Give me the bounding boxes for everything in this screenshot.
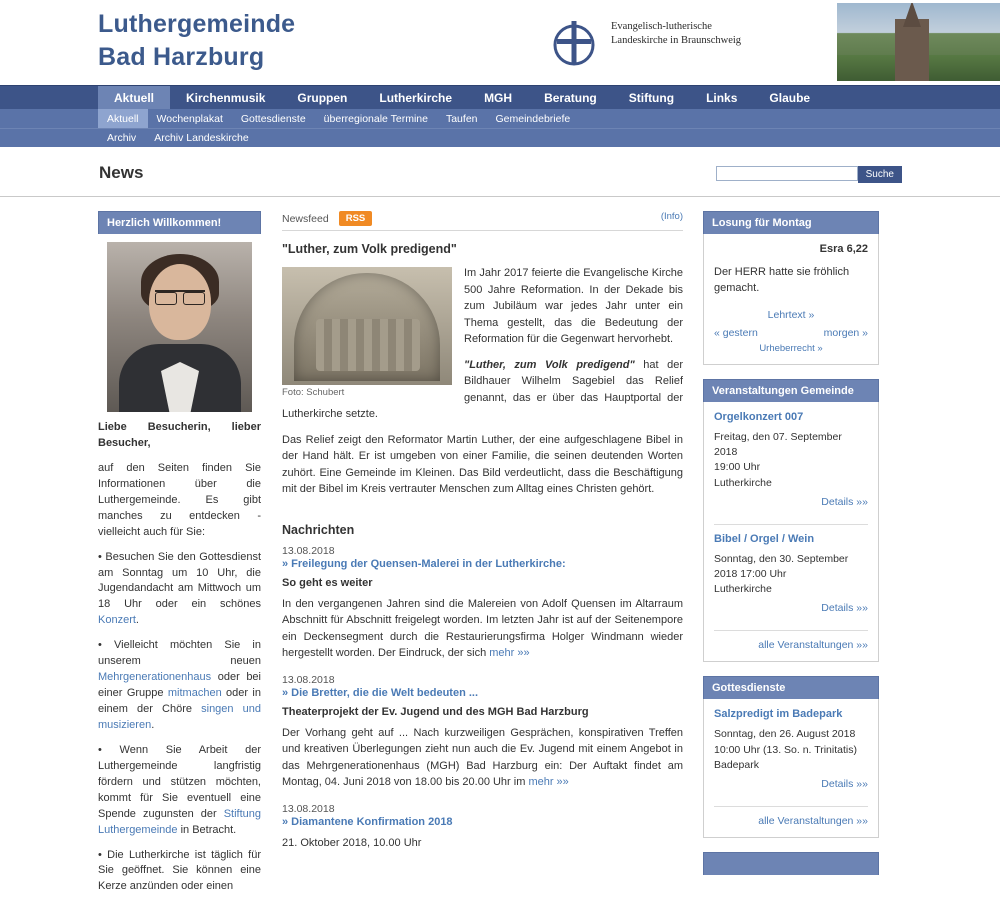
- article-title: "Luther, zum Volk predigend": [282, 242, 457, 256]
- all-events-link[interactable]: alle Veranstaltungen »»: [758, 639, 868, 652]
- nav-item-links[interactable]: Links: [706, 90, 738, 105]
- event-item: [714, 533, 868, 623]
- relief-figures: [316, 319, 420, 371]
- bullet-3-text-b: in Betracht.: [177, 823, 237, 836]
- losung-box: [703, 211, 879, 365]
- veranstaltungen-heading: Veranstaltungen Gemeinde: [703, 379, 879, 402]
- photo-caption: Foto: Schubert: [282, 387, 345, 398]
- losung-text: Der HERR hatte sie fröhlich gemacht.: [714, 266, 850, 294]
- newsfeed-bar: [282, 211, 683, 231]
- divider: [714, 806, 868, 807]
- event-item: [714, 411, 868, 516]
- service-time: 10:00 Uhr (13. So. n. Trinitatis): [714, 743, 857, 756]
- photo-church-tower: [895, 19, 929, 81]
- subnav-item-gottesdienste[interactable]: Gottesdienste: [240, 112, 306, 125]
- link-singen-und-musizieren[interactable]: singen und musizieren: [98, 703, 261, 731]
- losung-reference: Esra 6,22: [819, 243, 868, 255]
- search-button[interactable]: Suche: [858, 166, 902, 183]
- article-paragraph-2-rest: hat der Bildhauer Wilhelm Sagebiel das Relief genannt, das er über das Hauptportal der Lutherkirche setzte.: [282, 358, 683, 420]
- sub-navigation[interactable]: [0, 109, 1000, 128]
- nav-item-glaube[interactable]: Glaube: [769, 90, 811, 105]
- losung-copyright-link[interactable]: Urheberrecht »: [759, 342, 823, 354]
- news-text-body: Der Vorhang geht auf ... Nach kurzweiligen Gesprächen, konspirativen Treffen und kreativen Überlegungen zieht nun auch die Ev. Jugend mit einem Angebot in das Mehrgenerationenhaus (MGH) Bad Harzburg ein: Der Auftakt findet am Montag, 04. Juni 2018 von 18.00 bis 20.00 Uhr im: [282, 726, 683, 788]
- news-list-item: [282, 803, 683, 852]
- welcome-bullet-2: [98, 638, 261, 734]
- welcome-salutation: Liebe Besucherin, lieber Besucher,: [98, 421, 261, 449]
- event-location: Lutherkirche: [714, 476, 772, 489]
- service-details-link[interactable]: Details »»: [821, 778, 868, 791]
- news-headline-link[interactable]: » Diamantene Konfirmation 2018: [282, 815, 453, 828]
- news-text: [282, 596, 683, 662]
- article-quote: "Luther, zum Volk predigend": [464, 358, 635, 371]
- site-title-line1: Luthergemeinde: [98, 10, 296, 38]
- site-header: [0, 0, 1000, 85]
- news-section-title: Nachrichten: [282, 522, 355, 537]
- welcome-box-body: [98, 234, 261, 895]
- subnav-item-ueberregionale-termine[interactable]: überregionale Termine: [323, 112, 428, 125]
- portrait-glasses: [155, 290, 205, 302]
- subnav-item-archiv-landeskirche[interactable]: Archiv Landeskirche: [154, 132, 249, 144]
- newsfeed-label: Newsfeed: [282, 212, 329, 225]
- bullet-2-text-a: • Vielleicht möchten Sie in unserem neuen: [98, 639, 261, 668]
- news-list-item: [282, 674, 683, 791]
- page-title: News: [99, 163, 144, 182]
- subnav-item-archiv[interactable]: Archiv: [107, 132, 137, 144]
- nav-item-mgh[interactable]: MGH: [484, 90, 513, 105]
- losung-heading: Losung für Montag: [703, 211, 879, 234]
- news-more-link[interactable]: mehr »»: [489, 647, 530, 659]
- news-subtitle: So geht es weiter: [282, 576, 373, 589]
- next-box-heading: [703, 852, 879, 875]
- event-name-link[interactable]: Orgelkonzert 007: [714, 410, 804, 423]
- nav-item-beratung[interactable]: Beratung: [544, 90, 597, 105]
- link-konzert[interactable]: Konzert: [98, 614, 136, 627]
- landeskirche-line1: Evangelisch-lutherische: [611, 21, 712, 32]
- nav-item-gruppen[interactable]: Gruppen: [297, 90, 348, 105]
- news-text: [282, 725, 683, 791]
- bullet-2-text-d: .: [151, 718, 155, 731]
- landeskirche-logo: [545, 17, 741, 67]
- article-figure: [282, 267, 452, 398]
- content-area: [0, 197, 1000, 904]
- service-name-link[interactable]: Salzpredigt im Badepark: [714, 708, 843, 721]
- welcome-text: [98, 420, 261, 895]
- right-sidebar: [703, 211, 879, 889]
- event-details-link[interactable]: Details »»: [821, 602, 868, 615]
- divider: [714, 524, 868, 525]
- subnav-item-aktuell[interactable]: Aktuell: [98, 109, 148, 128]
- veranstaltungen-box: [703, 379, 879, 663]
- bullet-2-text-c: oder in einem der Chöre: [98, 687, 261, 715]
- left-sidebar: [98, 211, 261, 904]
- news-subtitle: Theaterprojekt der Ev. Jugend und des MGH Bad Harzburg: [282, 705, 589, 718]
- rss-icon[interactable]: RSS: [339, 211, 373, 226]
- main-navigation[interactable]: [0, 85, 1000, 109]
- relief-photo: [282, 267, 452, 385]
- article-paragraph-3: Das Relief zeigt den Reformator Martin Luther, der eine aufgeschlagene Bibel in der Hand hält. Er ist umgeben von einer Familie, die seinen deutenden Worten zuhört. Eine Gemeinde im Kleinen. Das Bild verdeutlicht, dass die Beschäftigung mit der Bibel im Kreis vertrauter Menschen zum Alltag eines Christen gehört.: [282, 433, 683, 495]
- landeskirche-line2: Landeskirche in Braunschweig: [611, 35, 742, 47]
- title-search-row: [0, 147, 1000, 197]
- bullet-3-text-a: • Wenn Sie Arbeit der Luthergemeinde langfristig fördern und stützen möchten, kommt für Sie eventuell eine Spende zugunsten der: [98, 743, 261, 820]
- news-headline-link[interactable]: » Freilegung der Quensen-Malerei in der Lutherkirche:: [282, 557, 566, 570]
- search-input[interactable]: [716, 166, 858, 181]
- nav-item-aktuell[interactable]: Aktuell: [98, 86, 170, 109]
- news-list-item: [282, 545, 683, 662]
- service-date: Sonntag, den 26. August 2018: [714, 728, 856, 741]
- site-title-line2: Bad Harzburg: [98, 42, 265, 71]
- service-location: Badepark: [714, 758, 759, 771]
- church-photo: [837, 3, 1000, 81]
- welcome-box-heading: Herzlich Willkommen!: [98, 211, 261, 234]
- newsfeed-info-link[interactable]: (Info): [660, 211, 683, 222]
- news-more-link[interactable]: mehr »»: [528, 776, 569, 788]
- link-mehrgenerationenhaus[interactable]: Mehrgenerationenhaus: [98, 671, 212, 684]
- welcome-bullet-3: [98, 743, 261, 839]
- bullet-2-text-b: oder bei einer Gruppe: [98, 671, 261, 700]
- site-title[interactable]: [98, 8, 295, 73]
- next-box-partial: [703, 852, 879, 875]
- losung-lehrtext-link[interactable]: Lehrtext »: [767, 308, 815, 321]
- pastor-portrait-image: [107, 242, 252, 412]
- gottesdienste-body: [703, 699, 879, 838]
- landeskirche-label: [611, 17, 741, 48]
- news-text-body: In den vergangenen Jahren sind die Malereien von Adolf Quensen im Altarraum Abschnitt für Abschnitt freigelegt worden. Im letzten Jahr ist auf der Seitenempore ein Deckensegment durch die Restaurierungsfirma Holger Windmann wieder hergestellt worden. Der Eindruck, der sich: [282, 597, 683, 659]
- bullet-1-text-b: .: [135, 614, 139, 627]
- losung-prev-link[interactable]: « gestern: [714, 326, 758, 339]
- photo-church-spire: [903, 3, 921, 27]
- divider: [714, 630, 868, 631]
- bullet-1-text-a: • Besuchen Sie den Gottesdienst am Sonntag um 10 Uhr, die Jugendandacht am Mittwoch um 18 Uhr oder ein schönes: [98, 550, 261, 611]
- all-services-link[interactable]: alle Veranstaltungen »»: [758, 815, 868, 828]
- article-block: [282, 265, 683, 507]
- event-name-link[interactable]: Bibel / Orgel / Wein: [714, 532, 815, 545]
- losung-body: [703, 234, 879, 365]
- losung-next-link[interactable]: morgen »: [823, 326, 868, 339]
- link-stiftung-luthergemeinde[interactable]: Stiftung Luthergemeinde: [98, 807, 261, 836]
- event-details-link[interactable]: Details »»: [821, 495, 868, 508]
- article-paragraph-1: Im Jahr 2017 feierte die Evangelische Kirche 500 Jahre Reformation. In der Dekade bis zum Jubiläum war jedes Jahr unter ein Thema gestellt, das die Bedeutung der Reformation für die Gegenwart hervorhebt.: [464, 267, 683, 345]
- link-mitmachen[interactable]: mitmachen: [167, 687, 222, 700]
- event-time: 2018 17:00 Uhr: [714, 567, 787, 580]
- subnav-item-gemeindebriefe[interactable]: Gemeindebriefe: [495, 112, 571, 125]
- nav-item-kirchenmusik[interactable]: Kirchenmusik: [186, 90, 266, 105]
- sub-navigation-second-row[interactable]: [0, 128, 1000, 147]
- welcome-bullet-4: • Die Lutherkirche ist täglich für Sie geöffnet. Sie können eine Kerze anzünden oder einen: [98, 848, 261, 893]
- losung-nav-links: [714, 327, 868, 339]
- news-headline-link[interactable]: » Die Bretter, die die Welt bedeuten ...: [282, 686, 479, 699]
- subnav-item-wochenplakat[interactable]: Wochenplakat: [156, 112, 223, 125]
- main-column: [261, 211, 703, 863]
- gottesdienste-heading: Gottesdienste: [703, 676, 879, 699]
- nav-item-stiftung[interactable]: Stiftung: [628, 90, 675, 105]
- event-location: Lutherkirche: [714, 583, 772, 596]
- welcome-bullet-1: [98, 550, 261, 630]
- veranstaltungen-body: [703, 402, 879, 663]
- gottesdienste-box: [703, 676, 879, 838]
- news-text: 21. Oktober 2018, 10.00 Uhr: [282, 836, 422, 849]
- search-area: [716, 166, 902, 183]
- news-date: 13.08.2018: [282, 802, 335, 815]
- event-time: 19:00 Uhr: [714, 461, 761, 474]
- subnav-item-taufen[interactable]: Taufen: [445, 112, 478, 125]
- cross-icon: [545, 19, 603, 67]
- event-date: Freitag, den 07. September 2018: [714, 430, 842, 459]
- news-date: 13.08.2018: [282, 673, 335, 686]
- service-item: [714, 708, 868, 798]
- nav-item-lutherkirche[interactable]: Lutherkirche: [379, 90, 453, 105]
- news-date: 13.08.2018: [282, 544, 335, 557]
- welcome-paragraph-1: auf den Seiten finden Sie Informationen über die Luthergemeinde. Es gibt manches zu entdecken - vielleicht auch für Sie:: [98, 461, 261, 538]
- event-date: Sonntag, den 30. September: [714, 552, 849, 565]
